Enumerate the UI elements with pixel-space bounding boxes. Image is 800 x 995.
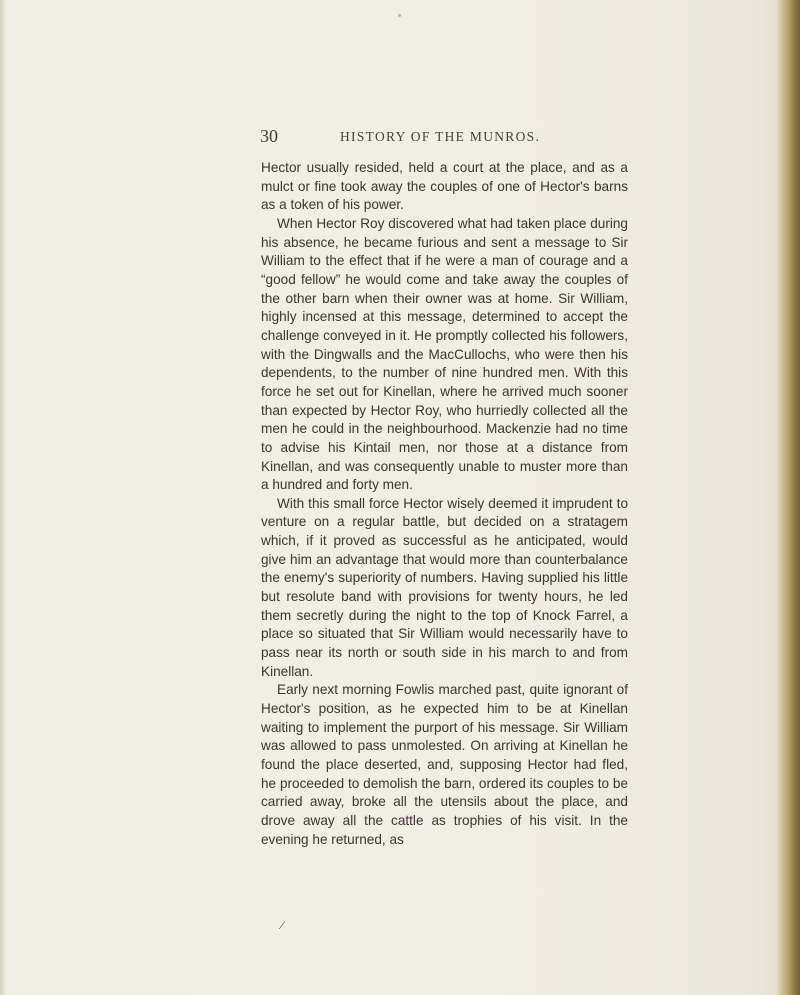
book-binding-edge bbox=[782, 0, 800, 995]
page-header bbox=[260, 126, 680, 150]
paper-speck bbox=[398, 14, 401, 17]
paragraph: With this small force Hector wisely deemed it imprudent to venture on a regular battle, but decided on a stratagem which, if it proved as successful as he anticipated, would give him an advantage that would more than counterbalance the enemy's superiority of numbers. Having supplied his little but resolute band with provisions for twenty hours, he led them secretly during the night to the top of Knock Farrel, a place so situated that Sir William would necessarily have to pass near its north or south side in his march to and from Kinellan. bbox=[261, 495, 628, 679]
page-number: 30 bbox=[260, 126, 278, 146]
paragraph: Early next morning Fowlis marched past, quite ignorant of Hector's position, as he expected him to be at Kinellan waiting to implement the purport of his message. Sir William was allowed to pass unmolested. On arriving at Kinellan he found the place deserted, and, supposing Hector had fled, he proceeded to demolish the barn, ordered its couples to be carried away, broke all the utensils about the place, and drove away all the cattle as trophies of his visit. In the evening he returned, as bbox=[261, 682, 628, 847]
paragraph: When Hector Roy discovered what had taken place during his absence, he became furious and sent a message to Sir William to the effect that if he were a man of courage and a “good fellow” he would come and take away the couples of the other barn when their owner was at home. Sir William, highly incensed at this message, determined to accept the challenge conveyed in it. He promptly collected his followers, with the Dingwalls and the MacCullochs, who were then his dependents, to the number of nine hundred men. With this force he set out for Kinellan, where he arrived much sooner than expected by Hector Roy, who hurriedly collected all the men he could in the neighbourhood. Mackenzie had no time to advise his Kintail men, nor those at a distance from Kinellan, and was consequently unable to muster more than a hundred and forty men. bbox=[261, 215, 628, 493]
page-gutter-shadow bbox=[0, 0, 6, 995]
running-head: HISTORY OF THE MUNROS. bbox=[340, 129, 541, 144]
paragraph: Hector usually resided, held a court at the place, and as a mulct or fine took away the couples of one of Hector's barns as a token of his power. bbox=[261, 160, 628, 213]
stray-ink-mark: ⁄ bbox=[281, 918, 284, 932]
body-text bbox=[261, 159, 628, 849]
